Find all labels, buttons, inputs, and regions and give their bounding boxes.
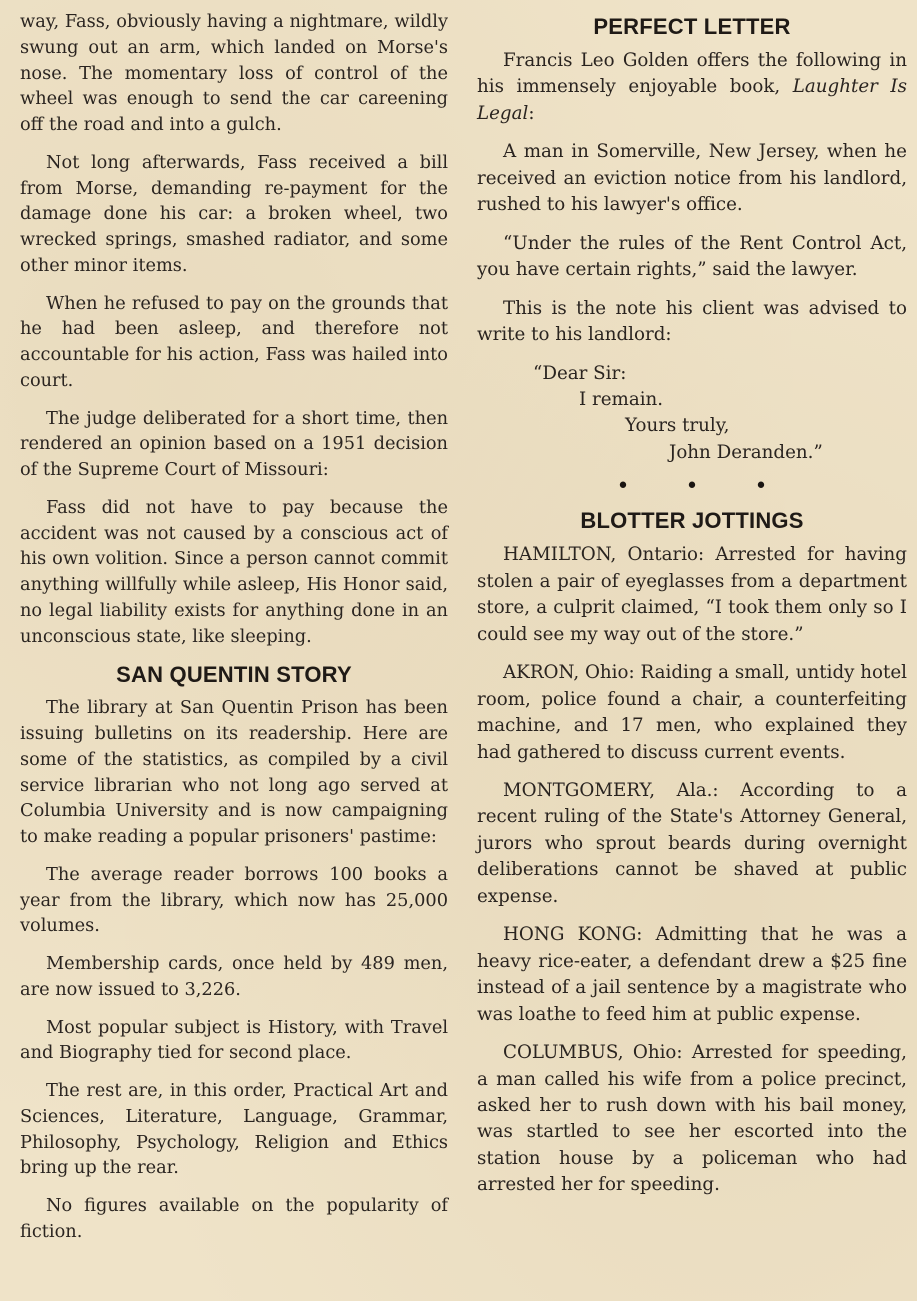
letter-signature: John Deranden.” [669,441,823,463]
blotter-item [477,922,907,1028]
blotter-text: Raiding a small, untidy hotel room, police found a chair, a counterfeiting machine, and 17 men, who explained they had gathered to discuss current events. [477,662,907,763]
blotter-place: HAMILTON, Ontario: [503,544,705,566]
article-paragraph: The library at San Quentin Prison has been issuing bulletins on its readership. Here are some of the statistics, as compiled by a civil service librarian who not long ago served at Columbia University and is now campaigning to make reading a popular prisoners' pastime: [20,698,448,847]
letter-salutation: “Dear Sir: [533,362,627,384]
blotter-place: MONTGOMERY, Ala.: [503,779,719,801]
article-paragraph: Most popular subject is History, with Travel and Biography tied for second place. [20,1017,448,1064]
article-paragraph: Membership cards, once held by 489 men, are now issued to 3,226. [20,954,448,1000]
blotter-place: COLUMBUS, Ohio: [503,1042,683,1064]
section-heading-perfect-letter: PERFECT LETTER [593,14,791,39]
article-paragraph: The judge deliberated for a short time, then rendered an opinion based on a 1951 decision of the Supreme Court of Missouri: [20,408,448,480]
left-column [20,10,448,1258]
article-paragraph: Not long afterwards, Fass received a bill from Morse, demanding re-payment for the damage done his car: a broken wheel, two wrecked springs, smashed radiator, and some other minor items. [20,152,448,276]
article-paragraph: A man in Somerville, New Jersey, when he received an eviction notice from his landlord, rushed to his lawyer's office. [477,141,907,216]
article-paragraph: The average reader borrows 100 books a year from the library, which now has 25,000 volumes. [20,864,448,937]
article-paragraph: No figures available on the popularity of fiction. [20,1196,448,1242]
section-separator: ••• [616,474,824,500]
article-paragraph: This is the note his client was advised to write to his landlord: [477,297,907,346]
blotter-item [477,1040,907,1199]
blotter-text: According to a recent ruling of the State's Attorney General, jurors who sprout beards during overnight deliberations cannot be shaved at public expense. [477,779,907,907]
blotter-text: Arrested for having stolen a pair of eyeglasses from a department store, a culprit claimed, “I took them only so I could see my way out of the store.” [477,544,907,645]
article-paragraph: Fass did not have to pay because the accident was not caused by a conscious act of his own volition. Since a person cannot commit anything willfully while asleep, His Honor said, no legal liability exists for anything done in an unconscious state, like sleeping. [20,497,448,647]
blotter-item [477,778,907,910]
blotter-place: AKRON, Ohio: [503,662,635,684]
blotter-place: HONG KONG: [503,924,643,946]
section-heading-san-quentin: SAN QUENTIN STORY [116,662,352,688]
right-column [477,10,907,1211]
letter-body: I remain. [579,388,664,410]
section-heading-blotter-jottings: BLOTTER JOTTINGS [580,508,804,534]
blotter-text: Admitting that he was a heavy rice-eater, a defendant drew a $25 fine instead of a jail sentence by a magistrate who was loathe to feed him at public expense. [477,924,907,1025]
book-title: Laughter Is Legal [477,76,907,124]
article-paragraph: When he refused to pay on the grounds that he had been asleep, and therefore not accountable for his action, Fass was hailed into court. [20,293,448,391]
intro-colon: : [528,102,535,124]
article-paragraph: “Under the rules of the Rent Control Act, you have certain rights,” said the lawyer. [477,232,907,281]
blotter-item [477,660,907,766]
article-paragraph [477,48,907,127]
letter-closing: Yours truly, [625,415,730,437]
quoted-letter [477,361,907,467]
blotter-item [477,542,907,648]
blotter-text: Arrested for speeding, a man called his wife from a police precinct, asked her to rush down with his bail money, was startled to see her escorted into the station house by a policeman who had arrested her for speeding. [477,1042,907,1196]
article-paragraph: The rest are, in this order, Practical Art and Sciences, Literature, Language, Grammar, Philosophy, Psychology, Religion and Ethics bring up the rear. [20,1081,448,1179]
intro-text: Francis Leo Golden offers the following in his immensely enjoyable book, [477,50,907,98]
article-paragraph: way, Fass, obviously having a nightmare, wildly swung out an arm, which landed on Morse's nose. The momentary loss of control of the wheel was enough to send the car careening off the road and into a gulch. [20,12,448,135]
